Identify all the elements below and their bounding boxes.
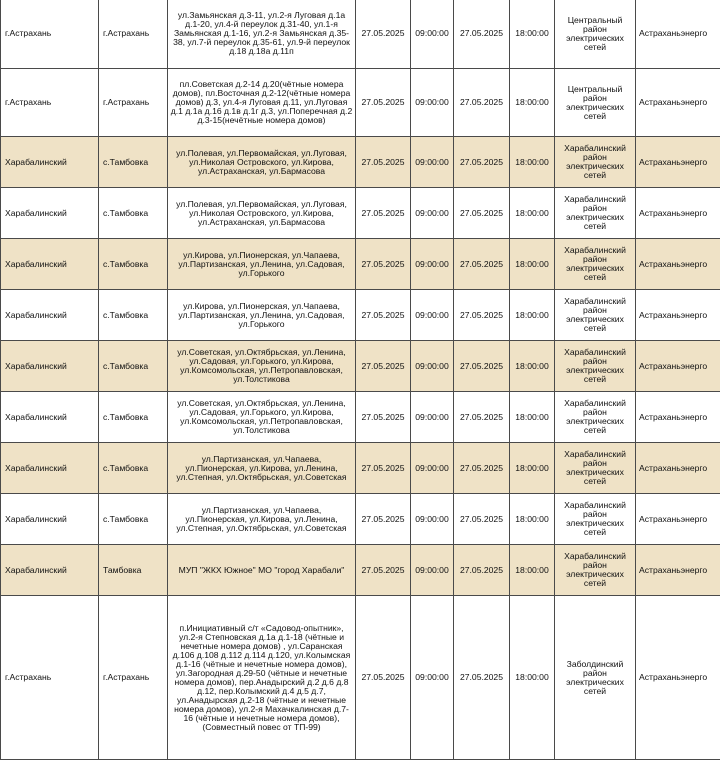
company-cell: Астраханьэнерго [636,494,720,545]
start-date-cell: 27.05.2025 [356,341,411,392]
table-row [1,494,720,545]
table-row [1,443,720,494]
end-date-cell: 27.05.2025 [454,443,510,494]
end-time-cell: 18:00:00 [510,188,555,239]
end-date-cell: 27.05.2025 [454,188,510,239]
start-date-cell: 27.05.2025 [356,290,411,341]
end-time-cell: 18:00:00 [510,239,555,290]
network-district-cell: Харабалинский район электрических сетей [555,137,636,188]
table-row [1,341,720,392]
district-cell: Харабалинский [1,443,99,494]
locality-cell: с.Тамбовка [99,494,168,545]
streets-cell: пл.Советская д.2-14 д.20(чётные номера домов), пл.Восточная д.2-12(чётные номера домов) д.3, ул.4-я Луговая д.11, ул.Луговая д.1 д.1а д.16 д.1в д.1г д.3, ул.Поперечная д.2 д.3-15(нечётные номера домов) [168,69,356,137]
end-time-cell: 18:00:00 [510,69,555,137]
end-time-cell: 18:00:00 [510,545,555,596]
streets-cell: ул.Полевая, ул.Первомайская, ул.Луговая, ул.Николая Островского, ул.Кирова, ул.Астраханская, ул.Бармасова [168,137,356,188]
locality-cell: с.Тамбовка [99,443,168,494]
streets-cell: ул.Советская, ул.Октябрьская, ул.Ленина, ул.Садовая, ул.Горького, ул.Кирова, ул.Комсомольская, ул.Петропавловская, ул.Толстикова [168,392,356,443]
company-cell: Астраханьэнерго [636,341,720,392]
start-date-cell: 27.05.2025 [356,239,411,290]
start-time-cell: 09:00:00 [411,341,454,392]
locality-cell: с.Тамбовка [99,341,168,392]
streets-cell: ул.Кирова, ул.Пионерская, ул.Чапаева, ул.Партизанская, ул.Ленина, ул.Садовая, ул.Горького [168,239,356,290]
company-cell: Астраханьэнерго [636,137,720,188]
network-district-cell: Харабалинский район электрических сетей [555,545,636,596]
locality-cell: г.Астрахань [99,0,168,69]
start-date-cell: 27.05.2025 [356,494,411,545]
start-date-cell: 27.05.2025 [356,0,411,69]
table-row [1,596,720,760]
network-district-cell: Харабалинский район электрических сетей [555,341,636,392]
district-cell: Харабалинский [1,239,99,290]
network-district-cell: Харабалинский район электрических сетей [555,239,636,290]
end-time-cell: 18:00:00 [510,341,555,392]
start-date-cell: 27.05.2025 [356,596,411,760]
table-row [1,69,720,137]
end-time-cell: 18:00:00 [510,0,555,69]
table-row [1,545,720,596]
end-time-cell: 18:00:00 [510,137,555,188]
locality-cell: с.Тамбовка [99,137,168,188]
end-date-cell: 27.05.2025 [454,545,510,596]
end-date-cell: 27.05.2025 [454,341,510,392]
start-time-cell: 09:00:00 [411,69,454,137]
district-cell: г.Астрахань [1,69,99,137]
start-time-cell: 09:00:00 [411,494,454,545]
district-cell: Харабалинский [1,392,99,443]
network-district-cell: Харабалинский район электрических сетей [555,290,636,341]
locality-cell: г.Астрахань [99,69,168,137]
start-time-cell: 09:00:00 [411,0,454,69]
start-date-cell: 27.05.2025 [356,545,411,596]
start-date-cell: 27.05.2025 [356,69,411,137]
district-cell: Харабалинский [1,188,99,239]
end-time-cell: 18:00:00 [510,392,555,443]
start-date-cell: 27.05.2025 [356,137,411,188]
district-cell: Харабалинский [1,494,99,545]
streets-cell: ул.Полевая, ул.Первомайская, ул.Луговая, ул.Николая Островского, ул.Кирова, ул.Астраханская, ул.Бармасова [168,188,356,239]
streets-cell: ул.Кирова, ул.Пионерская, ул.Чапаева, ул.Партизанская, ул.Ленина, ул.Садовая, ул.Горького [168,290,356,341]
end-date-cell: 27.05.2025 [454,596,510,760]
end-date-cell: 27.05.2025 [454,392,510,443]
locality-cell: г.Астрахань [99,596,168,760]
streets-cell: ул.Замьянская д.3-11, ул.2-я Луговая д.1а д.1-20, ул.4-й переулок д.31-40, ул.1-я Замьянская д.1-16, ул.2-я Замьянская д.35-38, ул.7-й переулок д.35-61, ул.9-й переулок д.18 д.18а д.11п [168,0,356,69]
start-date-cell: 27.05.2025 [356,188,411,239]
streets-cell: МУП "ЖКХ Южное" МО "город Харабали" [168,545,356,596]
end-time-cell: 18:00:00 [510,290,555,341]
table-row [1,392,720,443]
end-date-cell: 27.05.2025 [454,290,510,341]
network-district-cell: Заболдинский район электрических сетей [555,596,636,760]
company-cell: Астраханьэнерго [636,596,720,760]
streets-cell: ул.Советская, ул.Октябрьская, ул.Ленина, ул.Садовая, ул.Горького, ул.Кирова, ул.Комсомольская, ул.Петропавловская, ул.Толстикова [168,341,356,392]
start-time-cell: 09:00:00 [411,239,454,290]
start-date-cell: 27.05.2025 [356,443,411,494]
end-date-cell: 27.05.2025 [454,239,510,290]
table-row [1,137,720,188]
district-cell: Харабалинский [1,545,99,596]
district-cell: Харабалинский [1,137,99,188]
locality-cell: с.Тамбовка [99,290,168,341]
company-cell: Астраханьэнерго [636,69,720,137]
end-time-cell: 18:00:00 [510,596,555,760]
network-district-cell: Центральный район электрических сетей [555,69,636,137]
end-date-cell: 27.05.2025 [454,69,510,137]
company-cell: Астраханьэнерго [636,290,720,341]
start-time-cell: 09:00:00 [411,188,454,239]
table-row [1,239,720,290]
locality-cell: с.Тамбовка [99,239,168,290]
company-cell: Астраханьэнерго [636,0,720,69]
end-date-cell: 27.05.2025 [454,494,510,545]
locality-cell: Тамбовка [99,545,168,596]
network-district-cell: Харабалинский район электрических сетей [555,188,636,239]
district-cell: г.Астрахань [1,0,99,69]
start-time-cell: 09:00:00 [411,596,454,760]
locality-cell: с.Тамбовка [99,392,168,443]
locality-cell: с.Тамбовка [99,188,168,239]
start-time-cell: 09:00:00 [411,137,454,188]
table-row [1,0,720,69]
streets-cell: п.Инициативный с/т «Садовод-опытник», ул.2-я Степновская д.1а д.1-18 (чётные и нечетные номера домов) , ул.Саранская д.106 д.108 д.112 д.114 д.120, ул.Колымская д.1-16 (чётные и нечетные номера домов), ул.Загородная д.29-50 (чётные и нечетные номера домов), пер.Анадырский д.2 д.6 д.8 д.12, пер.Колымский д.4 д.5 д.7, ул.Анадырская д.2-18 (чётные и нечетные номера домов), ул.2-я Махачкалинская д.7-16 (чётные и нечетные номера домов), (Совместный повес от ТП-99) [168,596,356,760]
start-time-cell: 09:00:00 [411,443,454,494]
table-row [1,290,720,341]
network-district-cell: Харабалинский район электрических сетей [555,392,636,443]
end-date-cell: 27.05.2025 [454,137,510,188]
streets-cell: ул.Партизанская, ул.Чапаева, ул.Пионерская, ул.Кирова, ул.Ленина, ул.Степная, ул.Октябрьская, ул.Советская [168,443,356,494]
district-cell: г.Астрахань [1,596,99,760]
network-district-cell: Харабалинский район электрических сетей [555,443,636,494]
streets-cell: ул.Партизанская, ул.Чапаева, ул.Пионерская, ул.Кирова, ул.Ленина, ул.Степная, ул.Октябрьская, ул.Советская [168,494,356,545]
network-district-cell: Центральный район электрических сетей [555,0,636,69]
end-time-cell: 18:00:00 [510,443,555,494]
start-time-cell: 09:00:00 [411,545,454,596]
company-cell: Астраханьэнерго [636,443,720,494]
end-time-cell: 18:00:00 [510,494,555,545]
company-cell: Астраханьэнерго [636,188,720,239]
start-time-cell: 09:00:00 [411,290,454,341]
district-cell: Харабалинский [1,341,99,392]
company-cell: Астраханьэнерго [636,545,720,596]
network-district-cell: Харабалинский район электрических сетей [555,494,636,545]
end-date-cell: 27.05.2025 [454,0,510,69]
table-row [1,188,720,239]
company-cell: Астраханьэнерго [636,392,720,443]
company-cell: Астраханьэнерго [636,239,720,290]
district-cell: Харабалинский [1,290,99,341]
start-time-cell: 09:00:00 [411,392,454,443]
start-date-cell: 27.05.2025 [356,392,411,443]
